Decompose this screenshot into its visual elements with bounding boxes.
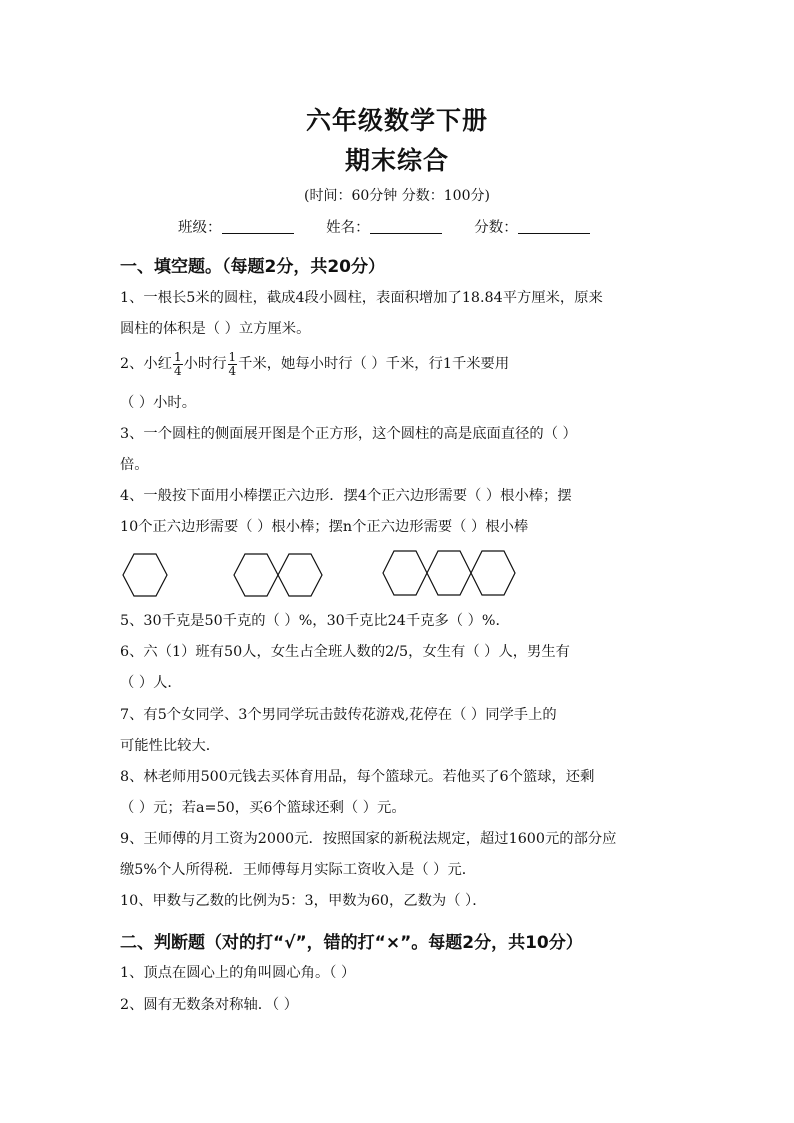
question-3-line-1: 3、一个圆柱的侧面展开图是个正方形，这个圆柱的高是底面直径的（ ） [120,426,577,442]
question-9-line-2: 缴5%个人所得税．王师傅每月实际工资收入是（ ）元． [120,862,477,878]
class-label: 班级： [178,220,222,236]
question-2-line-1 [120,349,675,380]
hexagon-group-2-cell-1 [234,554,278,596]
question-8-line-2: （ ）元；若a=50，买6个篮球还剩（ ）元。 [120,800,406,816]
question-4-line-2: 10个正六边形需要（ ）根小棒；摆n个正六边形需要（ ）根小棒 [120,519,529,535]
question-2-line-2: （ ）小时。 [120,395,197,411]
question-6-line-2: （ ）人． [120,675,182,691]
student-info-row [178,216,618,237]
question-3-line-2: 倍。 [120,457,149,473]
hexagon-group-3-cell-2 [427,551,471,595]
name-blank[interactable] [370,218,442,234]
time-score-note: (时间：60分钟 分数：100分) [304,188,490,204]
judge-question-2: 2、圆有无数条对称轴．（ ） [120,997,299,1013]
question-7-line-1: 7、有5个女同学、3个男同学玩击鼓传花游戏,花停在（ ）同学手上的 [120,707,557,723]
exam-subtitle-title: 期末综合 [344,146,449,175]
question-8-line-1: 8、林老师用500元钱去买体育用品，每个篮球元。若他买了6个篮球，还剩 [120,769,595,785]
question-5: 5、30千克是50千克的（ ）%，30千克比24千克多（ ）%． [120,613,510,629]
class-blank[interactable] [222,218,294,234]
exam-title: 六年级数学下册 [305,106,488,135]
question-2-part-a: 2、小红 [120,356,172,372]
question-2-part-b: 小时行 [183,356,227,372]
question-9-line-1: 9、王师傅的月工资为2000元．按照国家的新税法规定，超过1600元的部分应 [120,831,617,847]
question-4-line-1: 4、一般按下面用小棒摆正六边形．摆4个正六边形需要（ ）根小棒；摆 [120,488,572,504]
question-7-line-2: 可能性比较大． [120,738,221,754]
question-1-line-2: 圆柱的体积是（ ）立方厘米。 [120,321,311,337]
hexagon-group-3-cell-1 [383,551,427,595]
fraction-one-quarter: $\frac{1}{4}$ [228,349,237,378]
hexagon-group-1-cell-1 [123,554,167,596]
question-2-part-c: 千米，她每小时行（ ）千米，行1千米要用 [238,356,510,372]
question-1-line-1: 1、一根长5米的圆柱，截成4段小圆柱，表面积增加了18.84平方厘米，原来 [120,290,603,306]
hexagon-group-2-cell-2 [278,554,322,596]
fraction-one-quarter: $\frac{1}{4}$ [174,349,182,378]
question-10: 10、甲数与乙数的比例为5：3，甲数为60，乙数为（ ）． [120,893,487,909]
judge-question-1: 1、顶点在圆心上的角叫圆心角。（ ） [120,965,356,981]
hexagon-group-3-cell-3 [471,551,515,595]
name-label: 姓名： [326,220,370,236]
score-label: 分数： [474,220,518,236]
hexagon-figure [120,546,520,604]
question-6-line-1: 6、六（1）班有50人，女生占全班人数的2/5，女生有（ ）人，男生有 [120,644,570,660]
section-2-heading: 二、判断题（对的打“√”，错的打“×”。每题2分，共10分） [120,933,583,953]
score-blank[interactable] [518,218,590,234]
section-1-heading: 一、填空题。（每题2分，共20分） [120,257,385,277]
